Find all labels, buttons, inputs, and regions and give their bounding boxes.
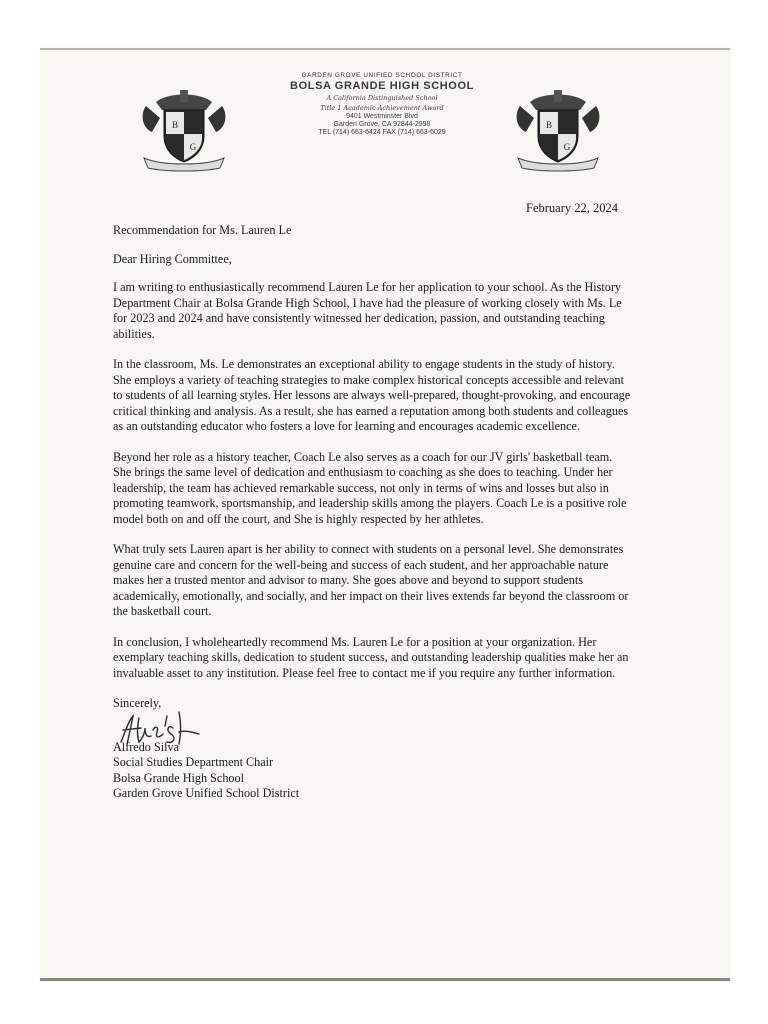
paragraph-classroom: In the classroom, Ms. Le demonstrates an exceptional ability to engage students in the study of history. She employs a variety of teaching strategies to make complex historical concepts accessible and relevant to students of all learning styles. Her lessons are always well-prepared, thought-provoking, and encourage critical thinking and analysis. As a result, she has earned a reputation among both students and colleagues as an outstanding educator who fosters a love for learning and encourages academic excellence.	[113, 357, 631, 433]
letterhead	[260, 72, 504, 136]
signer-title: Social Studies Department Chair	[113, 755, 274, 769]
closing: Sincerely,	[113, 696, 162, 710]
crest-letter-g: G	[563, 142, 571, 152]
letter-page	[40, 48, 730, 981]
signer-name: Alfredo Silva	[113, 739, 180, 754]
paragraph-coaching: Beyond her role as a history teacher, Coach Le also serves as a coach for our JV girls' basketball team. She brings the same level of dedication and enthusiasm to coaching as she does to teaching. Under her leadership, the team has achieved remarkable success, not only in terms of wins and losses but also in promoting teamwork, sportsmanship, and leadership skills among the players. Coach Le is a positive role model both on and off the court, and She is highly respected by her athletes.	[113, 449, 627, 526]
school-phone-fax: TEL (714) 663-6424 FAX (714) 663-6029	[318, 129, 446, 136]
salutation: Dear Hiring Committee,	[113, 251, 232, 266]
paragraph-conclusion: In conclusion, I wholeheartedly recommend Ms. Lauren Le for a position at your organization. Her exemplary teaching skills, dedication to student success, and outstanding leadership qualities make her an invaluable asset to any institution. Please feel free to contact me if you require any further information.	[113, 634, 629, 680]
crest-letter-g: G	[189, 142, 197, 152]
school-name: BOLSA GRANDE HIGH SCHOOL	[290, 80, 474, 92]
letter-body	[113, 223, 633, 802]
crest-letter-b: B	[545, 120, 553, 130]
school-distinction: A California Distinguished School	[326, 94, 438, 102]
paragraph-intro: I am writing to enthusiastically recommend Lauren Le for her application to your school. As the History Department Chair at Bolsa Grande High School, I have had the pleasure of working closely with Ms. Le for 2023 and 2024 and have consistently witnessed her dedication, passion, and outstanding teaching abilities.	[113, 280, 622, 341]
district-name: GARDEN GROVE UNIFIED SCHOOL DISTRICT	[301, 72, 463, 79]
school-city: Garden Grove, CA 92844-2998	[333, 121, 431, 128]
letter-date: February 22, 2024	[526, 201, 618, 215]
paragraph-personal: What truly sets Lauren apart is her ability to connect with students on a personal level. She demonstrates genuine care and concern for the well-being and success of each student, and her approachable nature makes her a trusted mentor and advisor to many. She goes above and beyond to support students academically, emotionally, and socially, and her impact on their lives extends far beyond the classroom or the basketball court.	[113, 542, 629, 618]
school-crest-icon	[138, 88, 230, 172]
crest-letter-b: B	[171, 120, 179, 130]
signer-district: Garden Grove Unified School District	[113, 786, 300, 800]
subject-line: Recommendation for Ms. Lauren Le	[113, 223, 292, 237]
school-street: 9401 Westminster Blvd	[346, 113, 418, 120]
school-award: Title 1 Academic Achievement Award	[320, 104, 444, 112]
school-crest-icon	[512, 88, 604, 172]
signer-school: Bolsa Grande High School	[113, 770, 244, 785]
